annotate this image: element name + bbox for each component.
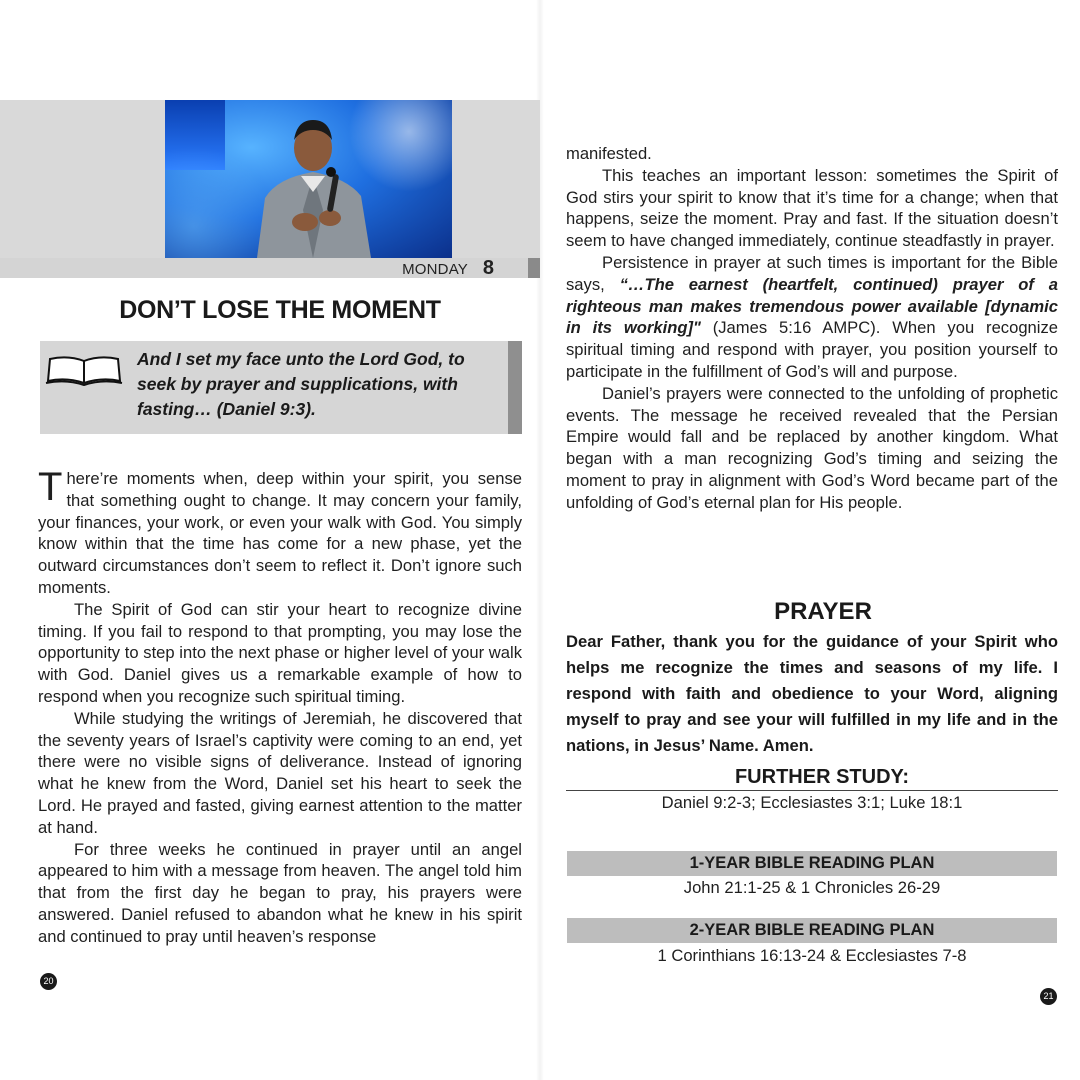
further-study-text: Daniel 9:2-3; Ecclesiastes 3:1; Luke 18:1 xyxy=(661,793,963,812)
paragraph-text: (James 5:16 AMPC). When you recognize spiritual timing and respond with prayer, you position yourself to participate in the fulfillment of God’s will and purpose. xyxy=(566,318,1058,381)
prayer-text: Dear Father, thank you for the guidance of your Spirit who helps me recognize the times and seasons of my life. I respond with faith and obedience to your Word, aligning myself to pray and see your will fulfilled in my life and in the nations, in Jesus’ Name. Amen. xyxy=(566,632,1058,755)
paragraph: For three weeks he continued in prayer until an angel appeared to him with a message from heaven. The angel told him that from the first day he began to pray, his prayers were answered. Daniel refused to abandon what he knew in his spirit and continued to pray until heaven’s response xyxy=(38,839,522,946)
bible-quote: “…The earnest (heartfelt, continued) prayer of a righteous man makes tremendous power available [dynamic in its working]" xyxy=(566,274,1058,338)
prayer-heading: PRAYER xyxy=(774,598,872,625)
page-number-right: 21 xyxy=(1040,988,1057,1005)
paragraph: The Spirit of God can stir your heart to recognize divine timing. If you fail to respond to that prompting, you may lose the opportunity to step into the next phase or higher level of your walk with God. Daniel gives us a remarkable example of how to respond when you recognize such spiritual timing. xyxy=(38,599,522,706)
further-study-rule xyxy=(566,790,1058,791)
open-book-icon xyxy=(44,353,124,387)
scripture-text: And I set my face unto the Lord God, to seek by prayer and supplications, with fasting… (Daniel 9:3). xyxy=(137,349,465,419)
paragraph: While studying the writings of Jeremiah, he discovered that the seventy years of Israel’s captivity were coming to an end, yet there were no visible signs of deliverance. Instead of ignoring what he knew from the Word, Daniel set his heart to seek the Lord. He prayed and fasted, giving earnest attention to the matter at hand. xyxy=(38,708,522,837)
paragraph: Daniel’s prayers were connected to the unfolding of prophetic events. The message he received revealed that the Persian Empire would fall and be replaced by another kingdom. What began with a man recognizing God’s timing and seizing the moment to pray in alignment with God’s Word became part of the unfolding of God’s eternal plan for His people. xyxy=(566,383,1058,512)
speaker-figure xyxy=(165,100,452,258)
paragraph: This teaches an important lesson: sometimes the Spirit of God stirs your spirit to know that it’s time for a change; when that happens, seize the moment. Pray and fast. If the situation doesn’t seem to have changed immediately, continue steadfastly in prayer. xyxy=(566,165,1058,251)
left-body-text xyxy=(38,465,522,948)
paragraph xyxy=(566,252,1058,383)
paragraph-text: here’re moments when, deep within your spirit, you sense that something ought to change. It may concern your family, your finances, your work, or even your walk with God. You simply know within that the time has come for a new phase, yet the outward circumstances don’t seem to reflect it. Don’t ignore such moments. xyxy=(38,469,522,597)
day-number: 8 xyxy=(482,257,494,279)
two-year-plan-heading: 2-YEAR BIBLE READING PLAN xyxy=(567,918,1057,943)
day-label: MONDAY xyxy=(402,261,468,278)
further-study-heading: FURTHER STUDY: xyxy=(734,766,910,788)
paragraph-continuation: manifested. xyxy=(566,144,652,163)
right-body-text xyxy=(566,143,1058,514)
day-bar xyxy=(0,258,540,278)
scripture-box xyxy=(40,341,522,434)
two-year-plan-text: 1 Corinthians 16:13-24 & Ecclesiastes 7-8 xyxy=(657,946,967,965)
day-tab xyxy=(528,258,540,278)
paragraph xyxy=(38,465,522,599)
drop-cap: T xyxy=(38,465,63,509)
devotional-title: DON’T LOSE THE MOMENT xyxy=(119,296,441,324)
page-number-left: 20 xyxy=(40,973,57,990)
header-photo xyxy=(165,100,452,258)
one-year-plan-heading: 1-YEAR BIBLE READING PLAN xyxy=(567,851,1057,876)
paragraph-text: Persistence in prayer at such times is important for the Bible says, xyxy=(566,252,1058,294)
scripture-box-edge xyxy=(508,341,522,434)
one-year-plan-text: John 21:1-25 & 1 Chronicles 26-29 xyxy=(683,878,941,897)
